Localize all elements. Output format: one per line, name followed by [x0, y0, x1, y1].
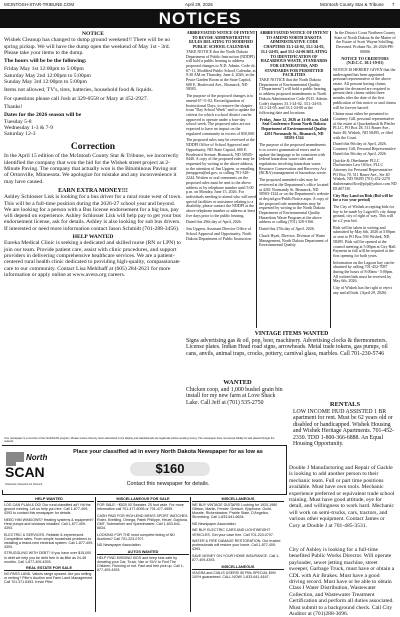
northscan-price: $160: [130, 462, 210, 476]
classified-item: ND Newspaper Association.: [97, 543, 142, 548]
classified-heading: MISCELLANEOUS: [192, 565, 284, 570]
logo-sub-text: Statewide Classified Ad Network: [5, 483, 43, 486]
notice-questions: For questions please call Josh at 329-0558 or Mary at 452-2927.: [4, 95, 149, 102]
notice-hours-2: Saturday May 2nd 12:00pm to 5:00pm: [4, 72, 91, 79]
notice-title: NOTICE: [81, 31, 105, 37]
vintage-body: Signs advertising gas & oil, pop, beer, machinery. Advertising clocks & thermometers. License plates. Indian Head road signs, arrowheads. Metal trade tokens, gas pumps, oil cans, anvils, animal traps, crocks, pottery, carnival glass, marbles. Call 701-230-5746: [186, 337, 388, 357]
notice-paragraph: The purpose of the proposed amendments is to correct grammatical errors and to update the language to be consistent with federal hazardous waste rules and regulations involving hazardous waste. Resource Conservation and Recovery Act (RCRA) management of hazardous waste.: [259, 142, 327, 176]
classified-heading: HELP WANTED: [4, 497, 94, 502]
classified-column-1: [4, 497, 94, 612]
public-works-director-ad: City of Ashley is looking for a full-time benefited Public Works Director. Will operate payloader, sewer jetting machine, street sweeper, Garbage Truck, must have or obtain a CDL with Air Brakes. Must have a good driving record. Must have or be able to obtain Class I Water Distribution, Wastewater Collection, and Wastewater Treatment Certification and perform all duties associated. Must submit to a background check. Call City Auditor at (701)288-3696.: [289, 547, 395, 617]
northscan-place-text: Place your classified ad in every North Dakota Newspaper for as low as: [73, 449, 263, 455]
wanted-body: Chicken coop, and 1,000 bushel grain bin install for my new farm at Love Shack Lake. Call Jeff at (701) 535-2750: [186, 386, 283, 406]
left-column: [4, 31, 182, 394]
wanted-ad: [186, 380, 289, 440]
northscan-contact-text: Contact this newspaper for details.: [126, 481, 210, 487]
public-school-calendar-notice: [186, 31, 256, 328]
classified-item: HELP FIND MISSING KIDS and keep kids safe by donating your Car, Truck, Van or SUV to Find The Children. Running or not. Fast and free pick up. Call 1-877-409-4393.: [97, 555, 184, 573]
vintage-title: VINTAGE ITEMS WANTED: [254, 331, 329, 337]
classified-column-3: [192, 497, 284, 612]
notice-paragraph: TAKE NOTICE that the North Dakota Department of Public Instruction (NDDPI) will hold a public hearing to address proposed changes to N.D. Admin. Code ch. 67-11, Modified Public School Calendar, at 9:30 AM on Thursday, June 4, 2026, in the Peace Garden Room at the State Capitol, 600 E. Boulevard Ave., Bismarck, ND 58505.: [186, 48, 256, 92]
logo-scan-text: SCAN: [5, 464, 45, 480]
creditors-title: NOTICE TO CREDITORS (N.D.C.C. 30.1-19-01): [341, 55, 389, 66]
column-divider: [190, 497, 191, 612]
classified-item: NO PASS LAND. Values range upward. Are you selling or renting? Pifer's Auction and Farm Land Management. Call 701.371.6353. Kevin Pifer.: [4, 572, 94, 585]
notice-hours-title: The hours will be be the following:: [4, 58, 87, 65]
paper-name: McIntosh County Star & Tribune: [320, 2, 384, 7]
notice-paragraph: The purpose of the proposed changes is to amend 67-11-02, Reconfiguration of Instructional Days, to remove the chapter from "Day School Week" and to update the criteria for which a school district can be approved to operate under a four-day school week. The proposed rules are not expected to have an impact on the regulated community in excess of $50,000.: [186, 93, 256, 136]
column-divider: [95, 497, 96, 612]
classified-item: WE BUY ELECTRIC CARS AND LIGHTWEIGHT VEHICLES. Get your case free. Call 701-223-0707.: [192, 528, 274, 537]
notice-paragraph: Bids will be taken in writing and submitted by May 6th, 2026 at 5:00pm or sent to PO Box 594 Wishek, ND 58495. Bids will be opened at the council meeting at 5:00pm at City Hall. Payment in full will be required at the first opening for both years.: [333, 224, 397, 258]
notice-paragraph: NOTICE IS HEREBY GIVEN that the undersigned has been appointed personal representative of the above estate. All persons having claims against the deceased are required to present their claims within three months after the date of the first publication of this notice or said claims will be forever barred.: [333, 66, 397, 110]
classified-column-2: [97, 497, 189, 612]
classified-item: CASH PAID FOR HIGH-END MEN'S SPORT WATCHES. Rolex, Breitling, Omega, Patek Philippe, Heuer, Daytona, GMT, Submariner and Speedmaster. Call 1-833-641-6634.: [97, 513, 189, 530]
classified-item: FOR SALE: ~$520.00 Sweater. 25 foot wide. For more information call 701-477-6095 or 701-477-4555.: [97, 503, 184, 512]
rentals-title: RENTALS: [329, 401, 361, 408]
notice-paragraph: Claims must either be presented to Courtney Gill, personal representative of the estate at Quackenbush & Pfeifer PLLC, PO Box 28, 511 Bauer Ave., Suite 40, Wishek, ND 58495, or filed with the Court.: [333, 111, 395, 140]
classified-item: STRUGGLING WITH DEBT? If you have over $15,000 in debt we help you be debt free in as little as 24-48 months. Call 1-877-409-4393.: [4, 551, 92, 564]
column-divider: [256, 31, 257, 328]
notice-paragraph: Quickie & Oberhamer PLLC Dachsteiner Law Office, PLLC Attorney for Personal Representative PO Box 70, 511 Bauer Ave., Ste 40 Wishek, ND 58495 (701) 452-2270 dashermanoffice@pfp@yahoo.com ND ID #07130: [333, 157, 397, 191]
classified-item: ND Newspaper Association.: [192, 521, 237, 526]
classified-heading: AUTOS WANTED: [97, 550, 189, 555]
classified-item: LOG CAN PLAN & DO! Our rural classified ad? Hit the ground running. Let us help you hire. Call 1-877-409-4393 to contact this newspaper for details.: [4, 503, 91, 516]
hay-bid-title: City Hay Land on Bids (Bid will be for a two year period): [333, 192, 393, 203]
classified-heading: MISCELLANEOUS: [192, 497, 284, 502]
notice-dated: Dated this 27th day of April, 2026.: [259, 226, 315, 232]
notice-signature: Jim Upgren, Assistant Director Office of School Approval and Opportunity, North Dakota Department of Public Instruction: [186, 226, 252, 241]
correction-body: In the April 15 edition of the McIntosh County Star & Tribune, we incorrectly identified the company that won the bid for the Wishek street project as 2-Minute Paving. The company that actually won is the Bituminous Paving out of Ortonville, Minnesota. We apologize for mistake and any inconvenience it may have caused.: [4, 153, 179, 185]
notice-season-title: Dates for the 2026 season will be: [4, 112, 82, 119]
notice-dated: Dated this 29th day of April, 2026.: [186, 219, 242, 225]
estate-and-bids-column: [333, 31, 397, 328]
classified-item: NEED HIM WINDOWS? Heating systems & equipment? Heat pumps and windows installed. Call 1-877-409-4393.: [4, 517, 94, 530]
wanted-title: WANTED: [223, 379, 252, 386]
column-divider: [330, 31, 331, 328]
earn-title: EARN EXTRA MONEY!!!: [58, 187, 128, 194]
notice-paragraph: Dated this 9th day of April, 2026. Courtney Gill, Personal Representative Dated this 9th day of April, 2026.: [333, 141, 396, 156]
notice-paragraph: The proposed rules may be reviewed at the NDDPI Office of School Approval and Opportunity, ND State Capitol, 600 E. Boulevard Avenue, Bismarck, ND 58505-0440. A copy of the proposed rules may be requested by writing to the above address, to the attention of Jim Upgren, or emailing jimupgren@nd.gov, or calling 701-328-2244. Written or oral comments on the proposed rules must be sent to the above address or by telephone number until 5:00 p.m. on Monday, June 15, 2026. For individuals needing to attend who will need special facilities or assistance relating to a disability, please contact the NDDPI at the above telephone number or address at least five days prior to the public hearing.: [186, 137, 256, 218]
notice-paragraph: The proposed amended rules may be reviewed at the Department's office located at 4201 Normandy St. Bismarck, ND 58503-1324 or on the Department's website at deq.nd.gov/PublicNotice.aspx. A copy of the proposed rule amendments may be requested by writing to the North Dakota Department of Environmental Quality Hazardous Waste Program at the above address or calling (701) 328-5166.: [259, 177, 329, 225]
vintage-items-ad: [186, 331, 397, 377]
notice-hours-1: Friday May 1st 12:00pm to 5:00pm: [4, 66, 84, 73]
notice-heading: ABBREVIATED NOTICE OF INTENT TO AMEND NORTH DAKOTA ADMINISTRATIVE CODE CHAPTERS 33.1-24-02, 33.1-24-03, 33.1-24-05, and 33.1-24-06 RELATING TO IDENTIFICATION OF HAZARDOUS WASTE, STANDARDS FOR GENERATORS, AND STANDARDS FOR PERMITTED FACILITIES: [259, 30, 329, 78]
hearing-location: Friday, June 12, 2026 at 11:00 a.m. Gold Seal Conference Room North Dakota Department of Environmental Quality 4201 Normandy St., Bismarck, ND 58503-1324: [259, 116, 329, 141]
rentals-ad: [293, 402, 397, 462]
notice-paragraph: TAKE NOTICE that the North Dakota Department of Environmental Quality ("Department") will hold a public hearing to address proposed amendments to North Dakota Administrative Code (N.D. Admin. Code) chapters 33.1-24-02, 33.1-24-03, 33.1-24-05, and 33.1-24-06 at the following date and locations:: [259, 77, 328, 115]
notice-paragraph: Information on the Lagoon hay can be obtained by calling 701-452-7087 during the hours of 8:00am - 5:00pm. All written bids must be received by May 6th, 2026.: [333, 259, 395, 284]
notice-date-3: Saturday 12-3: [4, 131, 36, 138]
help-wanted-body: Eureka Medical Clinic is seeking a dedicated and skilled nurse (RN or LPN) to join our team. Provide patient care, assist with clinic procedures, and support providers in delivering comprehensive healthcare services. We are a patient-centered rural health clinic dedicated to providing high-quality, compassionate care to our community. Contact Lisa Mehlhaff at (605) 284-2621 for more information or apply online at www.avera.org careers.: [4, 240, 181, 278]
help-wanted-title: HELP WANTED: [72, 234, 114, 241]
classified-item: VIAGRA and CIALIS USERS! 50 Pills SPECIAL $99! 100% guaranteed. CALL NOW! 1-833-641-6167.: [192, 570, 276, 579]
notice-heading: ABBREVIATED NOTICE OF INTENT TO REVISE ADMINISTRATIVE RULES RELATING TO MODIFIED PUBLIC SCHOOL CALENDAR: [186, 30, 256, 50]
notice-thanks: Thanks!: [4, 103, 23, 110]
page-number: 7: [392, 2, 395, 7]
classified-item: WATER & FIRE DAMAGE RESTORATION. Our trusted professionals will restore your home. Call 1-877-409-4393.: [192, 539, 281, 552]
notice-date-2: Wednesday 1-3 & 7-9: [4, 124, 54, 131]
mechanic-wanted-ad: Double J Manufacturing and Repair of Gackle is looking to add another person to their mechanic team. Full or part time positions available. Must have own tools. Mechanic experience preferred or equivalent trade school training. Must have good attitude, eye for detail, and willingness to work hard. Mechanic will work on semi-trucks, cars, tractors, and various other equipment. Contact James or Cory at Double J at 701-485-3531.: [289, 465, 395, 529]
notice-date-1: Tuesday 5-8: [4, 118, 32, 125]
classified-heading: REAL ESTATE FOR SALE: [4, 566, 94, 571]
notice-paragraph: The City of Wishek accepting bids for hay to be made by Lugwell's city dump ground, city of right of way. This will be a 2 year bid.: [333, 203, 397, 224]
court-heading: In the District Court Northern County State of North Dakota In the Matter of the Estate of Scott Wayne Schilling, Deceased. Probate No. 26-2026-PR-00006: [334, 30, 396, 54]
issue-date: April 29, 2026: [185, 2, 213, 7]
notice-items: Items not allowed, TV's, tires, batteries, household food & liquids.: [4, 87, 153, 94]
page-header: [0, 0, 400, 8]
notices-banner: NOTICES: [0, 9, 400, 28]
classified-item: SAVE MONEY ON YOUR HOME INSURANCE. Call 1-877-409-4393.: [192, 553, 280, 563]
northscan-logo: [2, 446, 50, 490]
hazardous-waste-notice: [259, 31, 329, 328]
correction-title: Correction: [70, 142, 116, 153]
classified-item: WE BUY VINTAGE GUITARS! Looking for 1920-1980 Gibson, Martin, Fender, Gretsch, Epiphone, Guild, Mosrite, Rickenbacker, Prairie State, D'Angelico, Stromberg. Call 1-833-641-6634.: [192, 503, 278, 520]
classified-item: ELECTRIC & SERVICES. Reliable & experienced. Competitive rates. From simple household problems to installing a brand-new electrical system. Call 1-877-409-4393.: [4, 532, 94, 549]
logo-north-text: North: [26, 453, 48, 462]
classified-item: LOOKING FOR THE most complete listing of ND Auctions? Call 701-223-0707.: [97, 532, 175, 541]
notice-signature: Chuck Hyatt, Director, Division of Waste Management, North Dakota Department of Environmental Quality: [259, 232, 328, 248]
notice-paragraph: City of Wishek has the right to reject any and all bids. (April 29, 2026): [333, 285, 392, 295]
rentals-body: LOW INCOME HUD ASSISTED 1 BR apartment for rent. Must be 62 years old or disabled or handicapped. Wishek Housing and Wishek Heritage Apartments. 701-452-2330. TDD 1-800-366-6888. An Equal Housing Opportunity.: [293, 408, 394, 447]
classified-heading: MISCELLANEOUS FOR SALE: [97, 497, 189, 502]
disclaimer-text: Your newspaper is a member of the NorthSCAN program. Please ensure that any items advertised in the display and classified ads are legitimate before sending money. The newspaper does not accept liability for ads placed through the network.: [4, 437, 275, 443]
notice-hours-3: Sunday May 3rd 12:00pm to 5:00pm: [4, 79, 87, 86]
earn-body: Ashley Schlosser Lisk is looking for a bus driver for a rural route west of town. This will be a full-time position during the 2026-27 school year and beyond. We are looking for a person with a Bus license endorsement for a big bus, pay will depend on experience. Ashley Schlosser Lisk will help pay to get your bus endorsement license, ask for details. Ashley is also looking for sub bus drivers. If interested or need more information contact Jason Schmidt (701-288-3456).: [4, 194, 182, 232]
site-url: MCINTOSH-STAR-TRIBUNE.COM: [4, 2, 75, 7]
notice-body: Wishek Cleanup has changed to dump ground weekend!! There will be no spring pickup. We will have the dump open the weekend of May 1st - 3rd. Please take your items to the dump.: [4, 37, 171, 56]
